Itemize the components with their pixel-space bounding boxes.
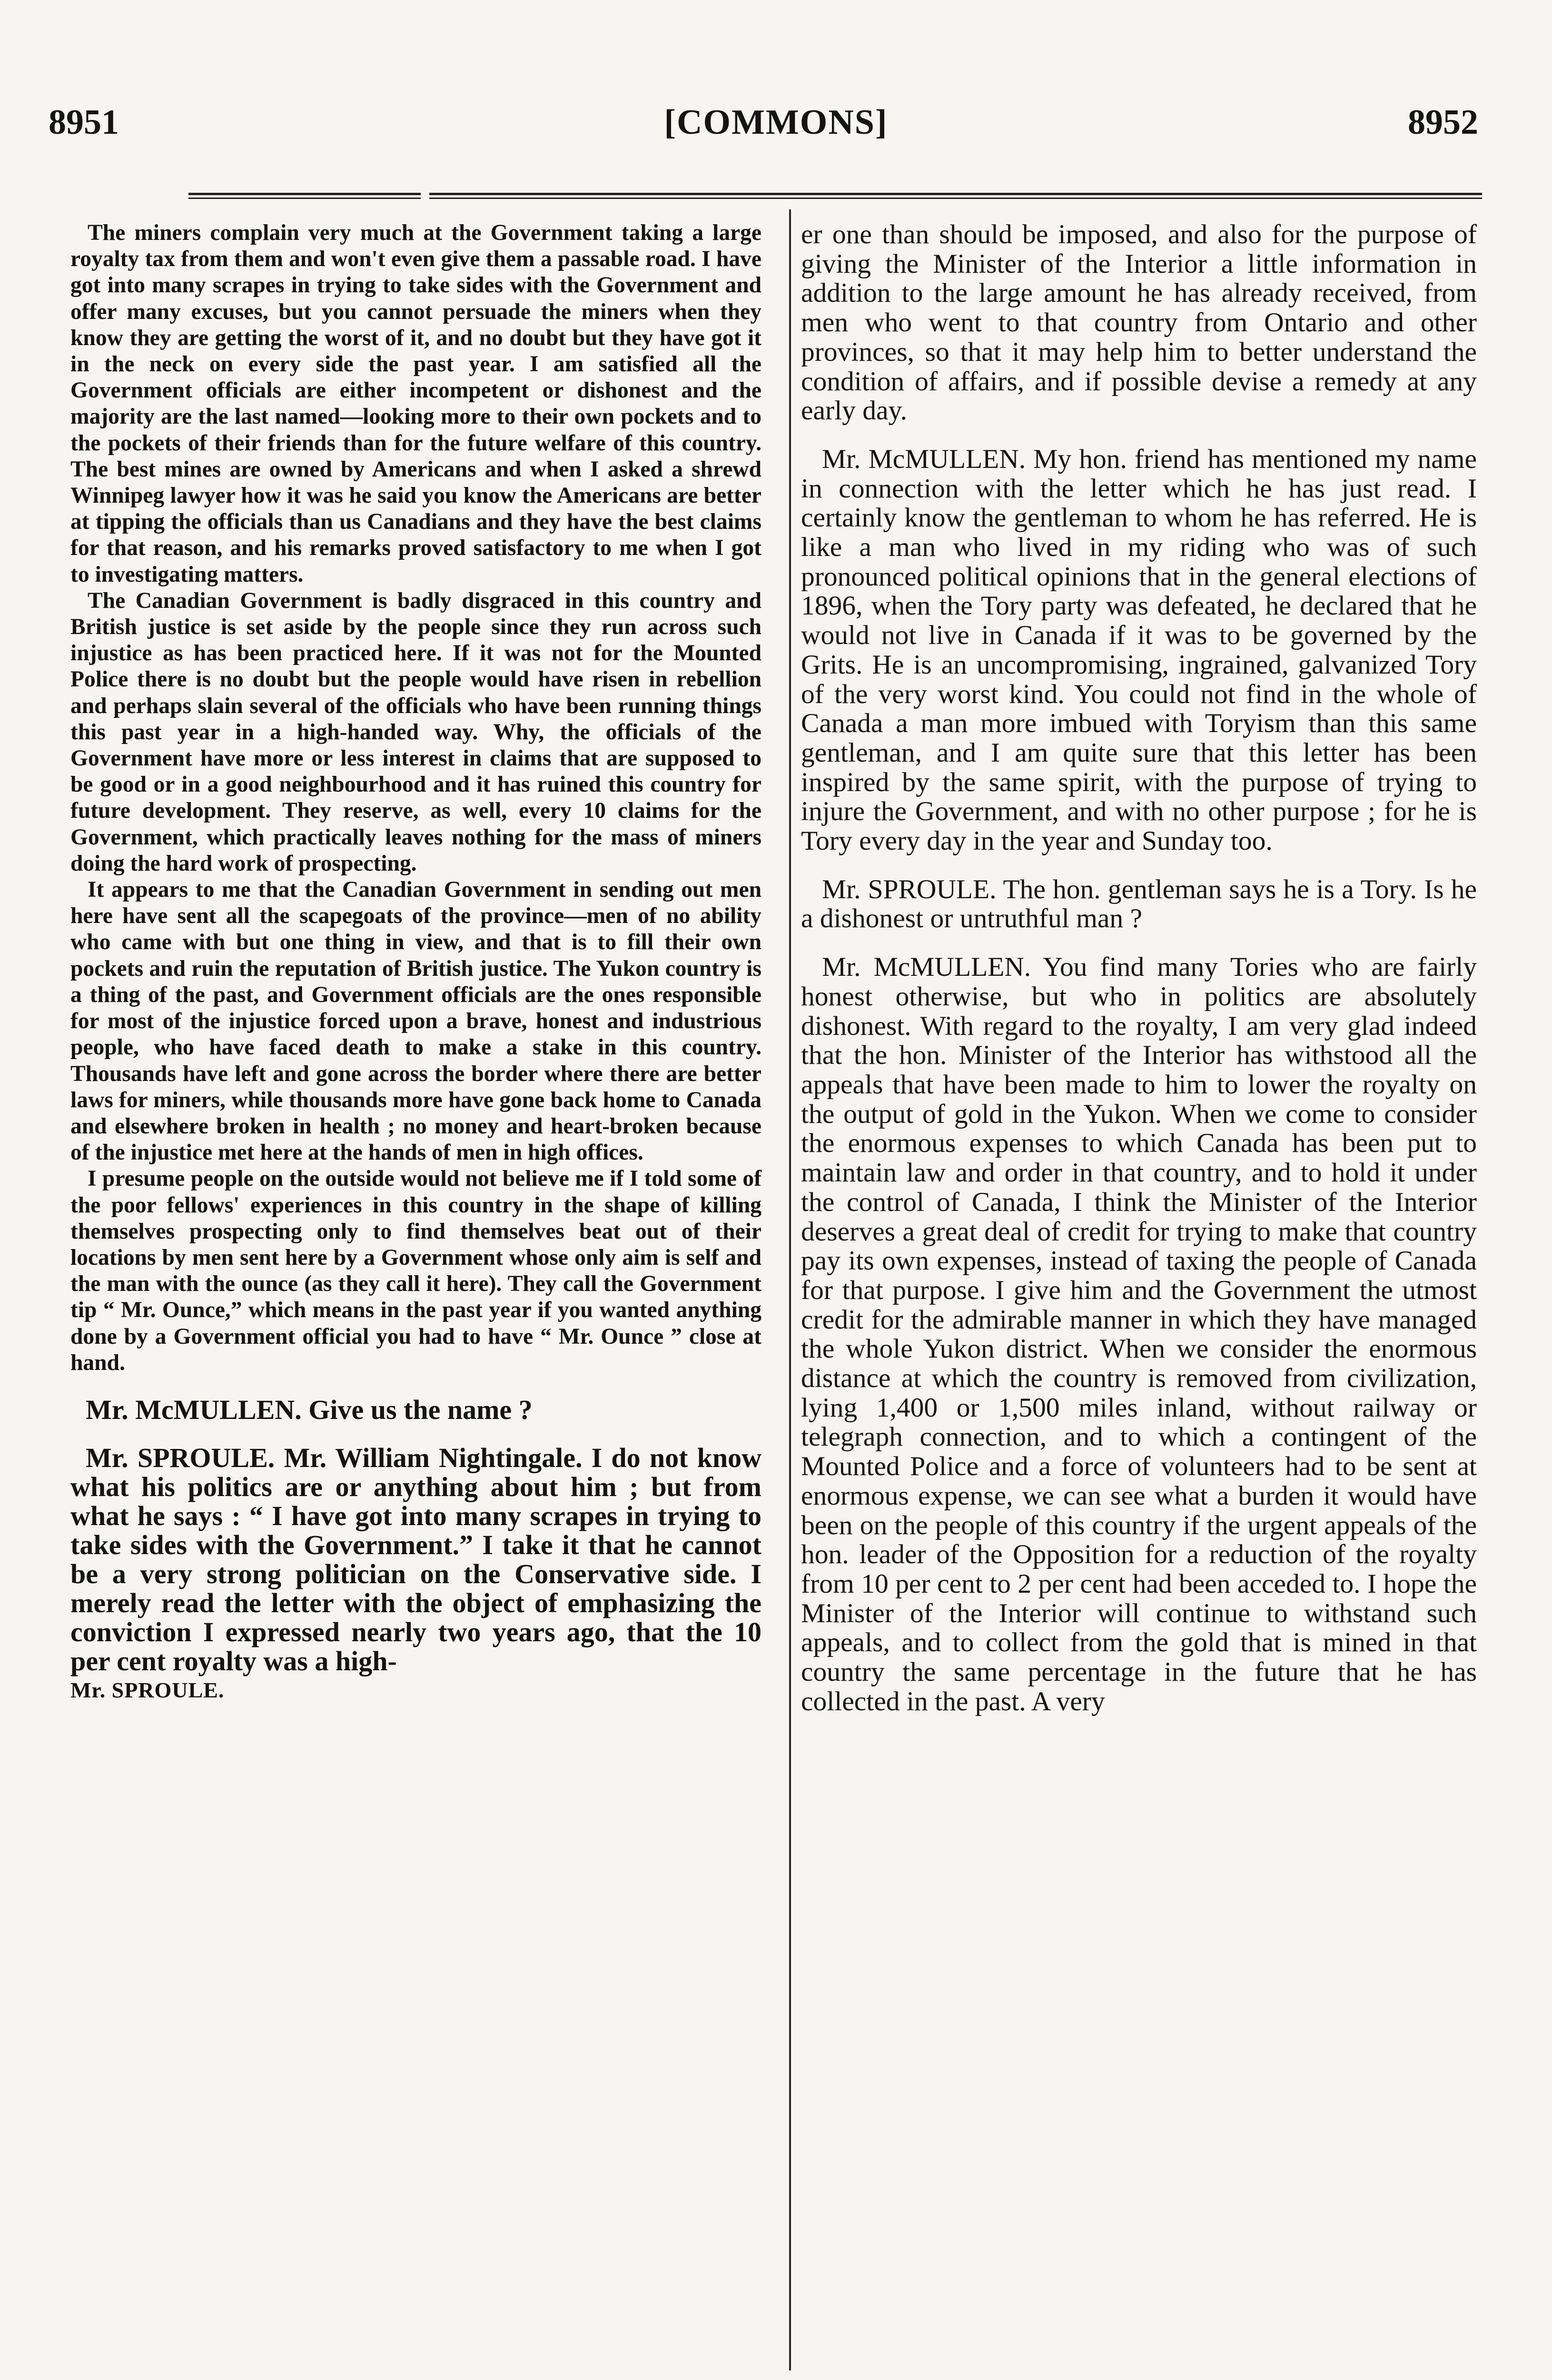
letter-paragraph: The Canadian Government is badly disgraced in this country and British justice is set aside by the people since they run across such injustice as has been practiced here. If it was not for the Mounted Police there is no doubt but the people would have risen in rebellion and perhaps slain several of the officials who have been running things this past year in a high-handed way. Why, the officials of the Government have more or less interest in claims that are supposed to be good or in a good neighbourhood and it has ruined this country for future development. They reserve, as well, every 10 claims for the Government, which practically leaves nothing for the mass of miners doing the hard work of prospecting. [70,588,761,876]
left-speeches [70,1395,761,1705]
header-rule-left-lower [188,198,421,199]
left-column [70,220,761,1705]
header-rule-left [188,193,421,195]
column-divider [789,209,791,2370]
footer-speaker-name: Mr. SPROULE. [70,1677,225,1702]
mcmullen-speech-1: Mr. McMULLEN. My hon. friend has mentioned my name in connection with the letter which he has just read. I certainly know the gentleman to whom he has referred. He is like a man who lived in my riding who was of such pronounced political opinions that in the general elections of 1896, when the Tory party was defeated, he declared that he would not live in Canada if it was to be governed by the Grits. He is an uncompromising, ingrained, galvanized Tory of the very worst kind. You could not find in the whole of Canada a man more imbued with Toryism than this same gentleman, and I am quite sure that this letter has been inspired by the same spirit, with the purpose of trying to injure the Government, and with no other purpose ; for he is Tory every day in the year and Sunday too. [801,444,1477,856]
mcmullen-speech-2: Mr. McMULLEN. You find many Tories who are fairly honest otherwise, but who in politics are absolutely dishonest. With regard to the royalty, I am very glad indeed that the hon. Minister of the Interior has withstood all the appeals that have been made to him to lower the royalty on the output of gold in the Yukon. When we come to consider the enormous expenses to which Canada has been put to maintain law and order in that country, and to hold it under the control of Canada, I think the Minister of the Interior deserves a great deal of credit for trying to make that country pay its own expenses, instead of taxing the people of Canada for that purpose. I give him and the Government the utmost credit for the admirable manner in which they have managed the whole Yukon district. When we consider the enormous distance at which the country is removed from civilization, lying 1,400 or 1,500 miles inland, without railway or telegraph connection, and to which a contingent of the Mounted Police and a force of volunteers had to be sent at enormous expense, we can see what a burden it would have been on the people of this country if the urgent appeals of the hon. leader of the Opposition for a reduction of the royalty from 10 per cent to 2 per cent had been acceded to. I hope the Minister of the Interior will continue to withstand such appeals, and to collect from the gold that is mined in that country the same percentage in the future that he has collected in the past. A very [801,952,1477,1716]
left-page-number: 8951 [49,103,119,142]
sproule-reply: Mr. SPROULE. Mr. William Nightingale. I do not know what his politics are or anything about him ; but from what he says : “ I have got into many scrapes in trying to take sides with the Government.” I take it that he cannot be a very strong politician on the Conservative side. I merely read the letter with the object of emphasizing the conviction I expressed nearly two years ago, that the 10 per cent royalty was a high- [70,1442,761,1676]
right-page-number: 8952 [1408,103,1478,142]
mcmullen-interjection: Mr. McMULLEN. Give us the name ? [86,1394,533,1425]
right-column [801,220,1477,1716]
continued-paragraph: er one than should be imposed, and also for the purpose of giving the Minister of the Interior a little information in addition to the large amount he has already received, from men who went to that country from Ontario and other provinces, so that it may help him to better understand the condition of affairs, and if possible devise a remedy at any early day. [801,219,1477,426]
letter-paragraph: I presume people on the outside would not believe me if I told some of the poor fellows' experiences in this country in the shape of killing themselves prospecting only to find themselves beat out of their locations by men sent here by a Government whose only aim is self and the man with the ounce (as they call it here). They call the Government tip “ Mr. Ounce,” which means in the past year if you wanted anything done by a Government official you had to have “ Mr. Ounce ” close at hand. [70,1166,761,1375]
header-rule-right-lower [429,198,1482,199]
quoted-letter [70,220,761,1376]
header-title: [COMMONS] [664,103,888,142]
header-rule-right [429,193,1482,195]
page-header [0,102,1552,159]
letter-paragraph: It appears to me that the Canadian Government in sending out men here have sent all the scapegoats of the province—men of no ability who came with but one thing in view, and that is to fill their own pockets and ruin the reputation of British justice. The Yukon country is a thing of the past, and Government officials are the ones responsible for most of the injustice forced upon a brave, honest and industrious people, who have faced death to make a stake in this country. Thousands have left and gone across the border where there are better laws for miners, while thousands more have gone back home to Canada and elsewhere broken in health ; no money and heart-broken because of the injustice met here at the hands of men in high offices. [70,877,761,1165]
letter-paragraph: The miners complain very much at the Government taking a large royalty tax from them and won't even give them a passable road. I have got into many scrapes in trying to take sides with the Government and offer many excuses, but you cannot persuade the miners when they know they are getting the worst of it, and no doubt but they have got it in the neck on every side the past year. I am satisfied all the Government officials are either incompetent or dishonest and the majority are the last named—looking more to their own pockets and to the pockets of their friends than for the future welfare of this country. The best mines are owned by Americans and when I asked a shrewd Winnipeg lawyer how it was he said you know the Americans are better at tipping the officials than us Canadians and they have the best claims for that reason, and his remarks proved satisfactory to me when I got to investigating matters. [70,220,761,587]
sproule-question: Mr. SPROULE. The hon. gentleman says he is a Tory. Is he a dishonest or untruthful man ? [801,874,1477,934]
